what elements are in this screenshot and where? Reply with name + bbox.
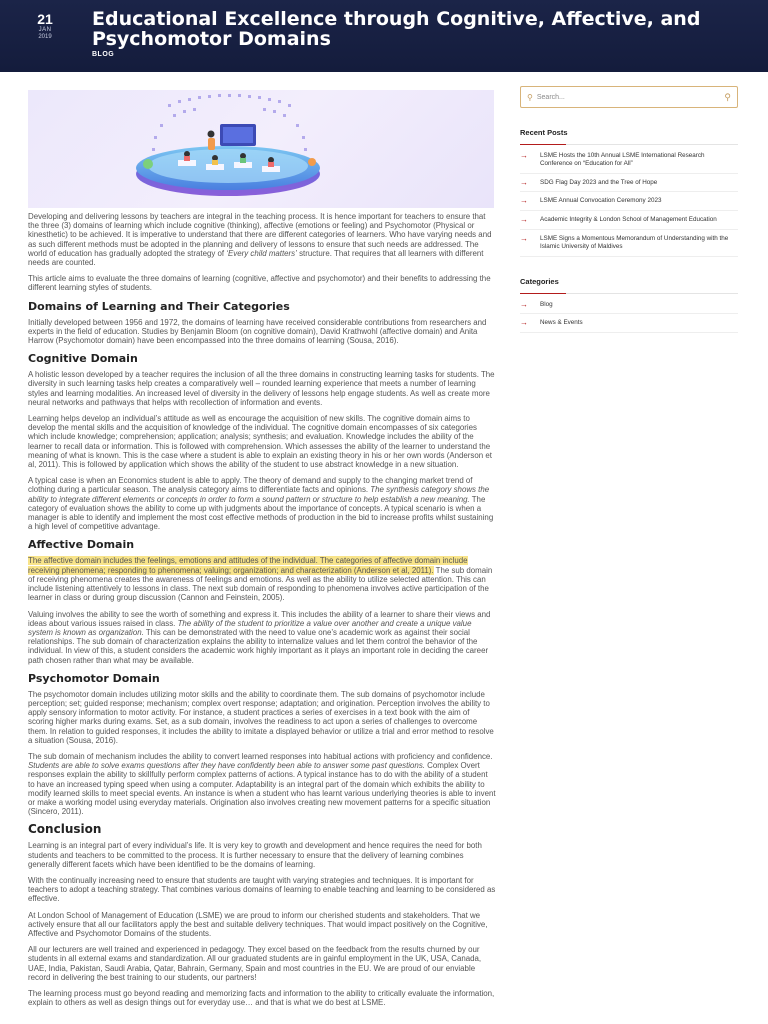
conclusion-paragraph-2: With the continually increasing need to ensure that students are taught with varying strategies and techniques. It is important for teachers to adopt a teaching strategy. That combines various domains of learning to enable teaching and learning to be considered as effective. [28,875,496,904]
heading-conclusion: Conclusion [28,822,102,837]
date-year: 2019 [38,34,52,40]
category-item-blog[interactable]: → Blog [520,296,738,315]
recent-post-item[interactable]: → LSME Signs a Momentous Memorandum of Understanding with the Islamic University of Maldives [520,230,738,257]
conclusion-paragraph-5: The learning process must go beyond reading and memorizing facts and information to the ability to critically evaluate the information, explain to others as well as design things out for everyday use… and that is what we do best at LSME. [28,989,495,1008]
classroom-illustration [28,90,494,208]
post-header [0,0,768,72]
search-button[interactable]: ⚲ [724,91,731,102]
recent-post-item[interactable]: → LSME Annual Convocation Ceremony 2023 [520,192,738,211]
search-icon: ⚲ [527,92,533,102]
heading-affective: Affective Domain [28,538,135,552]
heading-cognitive: Cognitive Domain [28,352,138,366]
affective-paragraph-1: The affective domain includes the feelings, emotions and attitudes of the individual. The categories of affective domain include receiving phenomena; responding to phenomena; valuing; organization; and characterization (Anderson et al, 2011). The sub domain of receiving phenomena creates the awareness of feelings and emotions. As well as the ability to utilize selected attention. This can include listening attentively to lessons in class. The next sub domain of responding to phenomena involves active participation of the learner in class or during group discussion (Cannon and Feinstein, 2005). [28,556,493,603]
heading-psychomotor: Psychomotor Domain [28,671,160,685]
arrow-right-icon: → [520,215,528,225]
arrow-right-icon: → [520,151,528,160]
psychomotor-paragraph-2: The sub domain of mechanism includes the ability to convert learned responses into habitual actions with proficiency and confidence. Students are able to solve exams questions after they have confidently been able to answer some past questions. Complex Overt responses explain the ability to skillfully perform complex patterns of actions. A typical instance has to do with the ability of a student to have an increased typing speed when using a computer. Adaptability is an integral part of the domain which exhibits the ability to modify learned skills to meet special events. An instance is when a student who has learnt various underlying theories is able to invent or make a working model using everyday materials. Origination also involves creating new movement patterns for a specific situation (Sincero, 2011). [28,751,496,817]
intro-paragraph-2: This article aims to evaluate the three domains of learning (cognitive, affective and psychomotor) and their benefits to addressing the different learning styles of students. [28,274,491,293]
article-body [28,212,496,1014]
recent-post-item[interactable]: → SDG Flag Day 2023 and the Tree of Hope [520,174,738,193]
search-input[interactable]: Search... [536,93,565,101]
arrow-right-icon: → [520,196,528,206]
recent-posts-title: Recent Posts [520,122,738,145]
psychomotor-paragraph-1: The psychomotor domain includes utilizing motor skills and the ability to coordinate them. The sub domains of psychomotor include perception; set; guided response; mechanism; complex overt response; adaptation; and origination. Perception involves the ability to apply sensory information to motor activity. For instance, a student practices a series of exercises in a text book with the aim of scoring higher marks during exams. Set, as a sub domain, involves the readiness to act upon a series of challenges to overcome them. In relation to guided responses, it includes the ability to imitate a displayed behavior or utilize a trial and error method to resolve a situation (Sousa, 2016). [28,689,494,745]
date-day: 21 [37,11,53,27]
category-item-news-events[interactable]: → News & Events [520,314,738,333]
arrow-right-icon: → [520,177,528,187]
cognitive-paragraph-2: Learning helps develop an individual’s attitude as well as encourage the acquisition of new skills. The cognitive domain aims to develop the mental skills and the acquisition of knowledge of the individual. The cognitive domain encompasses of six categories which include knowledge; comprehension; application; analysis; synthesis; and evaluation. Knowledge includes the ability of the learner to recall data or information. This is followed with comprehension. Which assesses the ability of the learner to understand the meaning of what is known. This is the case where a student is able to explain an existing theory in his or her own words (Anderson et al, 2011). This is followed by application which shows the ability of the student to use abstract knowledge in a new situation. [28,414,492,470]
post-category-link[interactable]: BLOG [92,51,115,58]
arrow-right-icon: → [520,318,528,328]
domains-paragraph: Initially developed between 1956 and 1972, the domains of learning have received considerable contributions from researchers and experts in the field of education. Studies by Benjamin Bloom (on cognitive domain), David Krathwohl (affective domain) and Anita Harrow (Psychomotor domain) have been encompassed into the three domains of learning (Sousa, 2016). [28,317,487,346]
conclusion-paragraph-1: Learning is an integral part of every individual’s life. It is very key to growth and development and hence requires the need for both students and teachers to be committed to the process. It is further necessary to ensure that the delivery of learning combines generally different facets which have been identified to be the domains of learning. [28,841,482,869]
featured-image [28,90,494,208]
recent-post-item[interactable]: → LSME Hosts the 10th Annual LSME International Research Conference on “Education for All” [520,147,738,174]
post-date [30,12,60,41]
affective-paragraph-2: Valuing involves the ability to see the worth of something and express it. This includes the ability of a learner to share their views and ideas about various issues raised in class. The ability of the student to prioritize a value over another and create a unique value system is known as organization. This can be demonstrated with the need to value one’s academic work as against their social relationships. The sub domain of characterization explains the ability to internalize values and let them control the behavior of the individual. In view of this, a student considers the academic work highly important as it plays an important role in deciding the career path chosen rather than what may be available. [28,609,491,665]
categories-title: Categories [520,271,738,294]
cognitive-paragraph-3: A typical case is when an Economics student is able to apply. The theory of demand and supply to the changing market trend of clothing during a particular season. The analysis category aims to differentiate facts and opinions. The synthesis category shows the ability to integrate different elements or concepts in order to form a sound pattern or structure to help establish a new meaning. The category of evaluation shows the ability to come up with judgments about the importance of concepts. A typical scenario is when a manager is able to identify and implement the most cost effective methods of production in the bid to increase profits whilst sustaining a high level of competitive advantage. [28,476,494,532]
conclusion-paragraph-3: At London School of Management of Education (LSME) we are proud to inform our cherished students and stakeholders. That we actively ensure that all our facilitators apply the best and suitable delivery techniques. That would impact positively on the Cognitive, Affective and Psychomotor Domains of the students. [28,910,488,938]
date-month: JAN [38,27,52,33]
intro-paragraph: Developing and delivering lessons by teachers are integral in the teaching process. It is hence important for teachers to ensure that the three (3) domains of learning which include cognitive (thinking), affective (emotions or feeling) and Psychomotor (Physical or kinesthetic) to be achieved. It is imperative to understand that there are different categories of learners. Who have varying needs and as such different methods must be adopted in the planning and delivery of lessons to ensure that such needs are addressed. The world of education has gradually adopted the strategy of ‘Every child matters’ structure. That requires that all learners with different needs are counted. [28,212,492,268]
cognitive-paragraph-1: A holistic lesson developed by a teacher requires the inclusion of all the three domains in constructing learning tasks for students. The diversity in such learning tasks help creates a comparatively well – rounded learning experience that meets a number of learning styles and learning modalities. An increased level of diversity in the delivery of lessons help engage students. As well as create more neural networks and pathways that helps with recollection of information and events. [28,370,495,407]
conclusion-paragraph-4: All our lecturers are well trained and experienced in pedagogy. They excel based on the feedback from the results churned by our students in all external exams and standardization. All our graduated students are in gainful employment in the UK, USA, Canada, UAE, India, Pakistan, Saudi Arabia, Qatar, Bahrain, Germany, Spain and most countries in the EU. We are proud of our enviable record in delivering the best training to our students, our partners! [28,945,482,982]
sidebar [520,86,738,333]
categories-list [520,296,738,334]
recent-post-item[interactable]: → Academic Integrity & London School of Management Education [520,211,738,230]
arrow-right-icon: → [520,299,528,309]
recent-posts-list [520,147,738,257]
search-box[interactable] [520,86,738,108]
arrow-right-icon: → [520,233,528,243]
heading-domains: Domains of Learning and Their Categories [28,299,290,313]
highlighted-text: The affective domain includes the feelings, emotions and attitudes of the individual. The categories of affective domain include receiving phenomena; responding to phenomena; valuing; organization; and characterization (Anderson et al, 2011). [28,556,468,575]
page-title: Educational Excellence through Cognitive, Affective, and Psychomotor Domains [92,8,701,50]
